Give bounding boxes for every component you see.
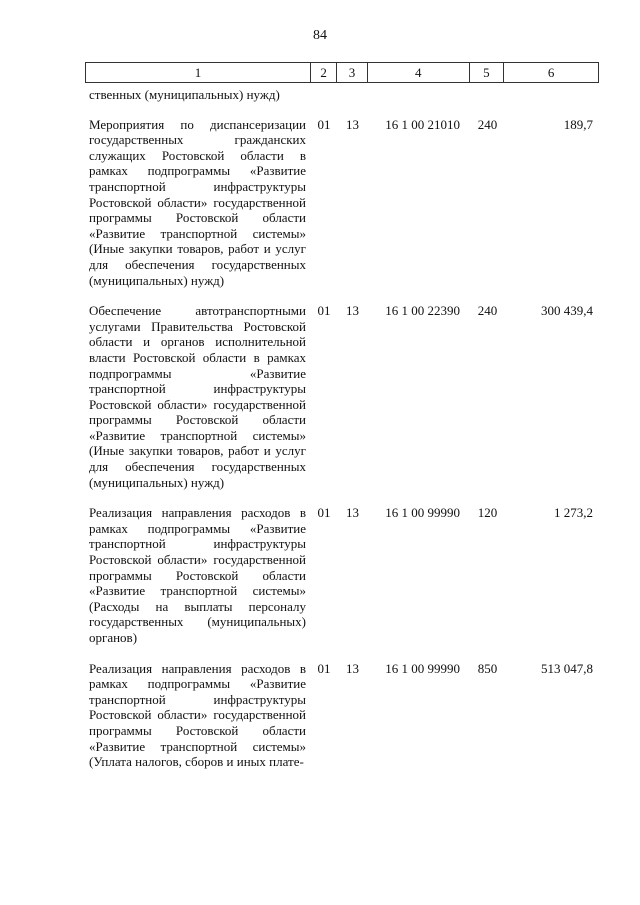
row-description: Мероприятия по диспансеризации государственных гражданских служащих Ростовской области в рамках подпрограммы «Развитие транспортной инфраструктуры Ростовской области» государственной программы Ростовской области «Развитие транспортной системы» (Иные закупки товаров, работ и услуг для обеспечения государственных (муниципальных) нужд) <box>89 116 306 288</box>
table-row <box>85 87 599 103</box>
header-col-5: 5 <box>470 63 505 82</box>
row-amount: 513 047,8 <box>541 660 593 676</box>
row-target-article: 16 1 00 21010 <box>385 116 460 132</box>
row-section: 01 <box>317 116 331 132</box>
row-subsection: 13 <box>346 660 359 676</box>
table-row <box>85 117 599 289</box>
row-expense-type <box>470 87 505 103</box>
row-amount <box>505 87 599 103</box>
row-description: Обеспечение автотранспортными услугами Правительства Ростовской области и органов исполнительной власти Ростовской области в рамках подпрограммы «Развитие транспортной инфраструктуры Ростовской области» государственной программы Ростовской области «Развитие транспортной системы» (Иные закупки товаров, работ и услуг для обеспечения государственных (муниципальных) нужд) <box>89 303 306 490</box>
row-section <box>311 87 337 103</box>
table-header <box>85 62 599 83</box>
row-target-article <box>368 87 470 103</box>
row-section: 01 <box>317 303 331 319</box>
header-col-1: 1 <box>86 63 311 82</box>
row-target-article: 16 1 00 22390 <box>385 303 460 319</box>
table-row <box>85 661 599 770</box>
header-col-6: 6 <box>547 64 555 80</box>
row-expense-type: 850 <box>477 660 498 676</box>
row-amount: 1 273,2 <box>554 505 593 521</box>
row-description: Реализация направления расходов в рамках подпрограммы «Развитие транспортной инфраструктуры Ростовской области» государственной программы Ростовской области «Развитие транспортной системы» (Уплата налогов, сборов и иных плате- <box>89 660 306 770</box>
header-col-4: 4 <box>368 63 470 82</box>
row-subsection <box>337 87 368 103</box>
row-section: 01 <box>317 660 331 676</box>
row-amount: 189,7 <box>563 116 593 132</box>
page-number: 84 <box>313 28 327 43</box>
header-col-3: 3 <box>337 63 368 82</box>
table-row <box>85 303 599 490</box>
row-expense-type: 240 <box>477 116 498 132</box>
budget-table <box>85 62 599 770</box>
row-expense-type: 240 <box>477 303 498 319</box>
row-section: 01 <box>317 505 331 521</box>
row-amount: 300 439,4 <box>541 303 593 319</box>
row-subsection: 13 <box>346 505 359 521</box>
header-col-2: 2 <box>311 63 337 82</box>
row-target-article: 16 1 00 99990 <box>385 505 460 521</box>
row-description: ственных (муниципальных) нужд) <box>89 87 280 102</box>
row-subsection: 13 <box>346 303 359 319</box>
table-row <box>85 505 599 645</box>
row-subsection: 13 <box>346 116 359 132</box>
row-expense-type: 120 <box>477 505 498 521</box>
row-target-article: 16 1 00 99990 <box>385 660 460 676</box>
row-description: Реализация направления расходов в рамках подпрограммы «Развитие транспортной инфраструктуры Ростовской области» государственной программы Ростовской области «Развитие транспортной системы» (Расходы на выплаты персоналу государственных (муниципальных) органов) <box>89 505 306 645</box>
